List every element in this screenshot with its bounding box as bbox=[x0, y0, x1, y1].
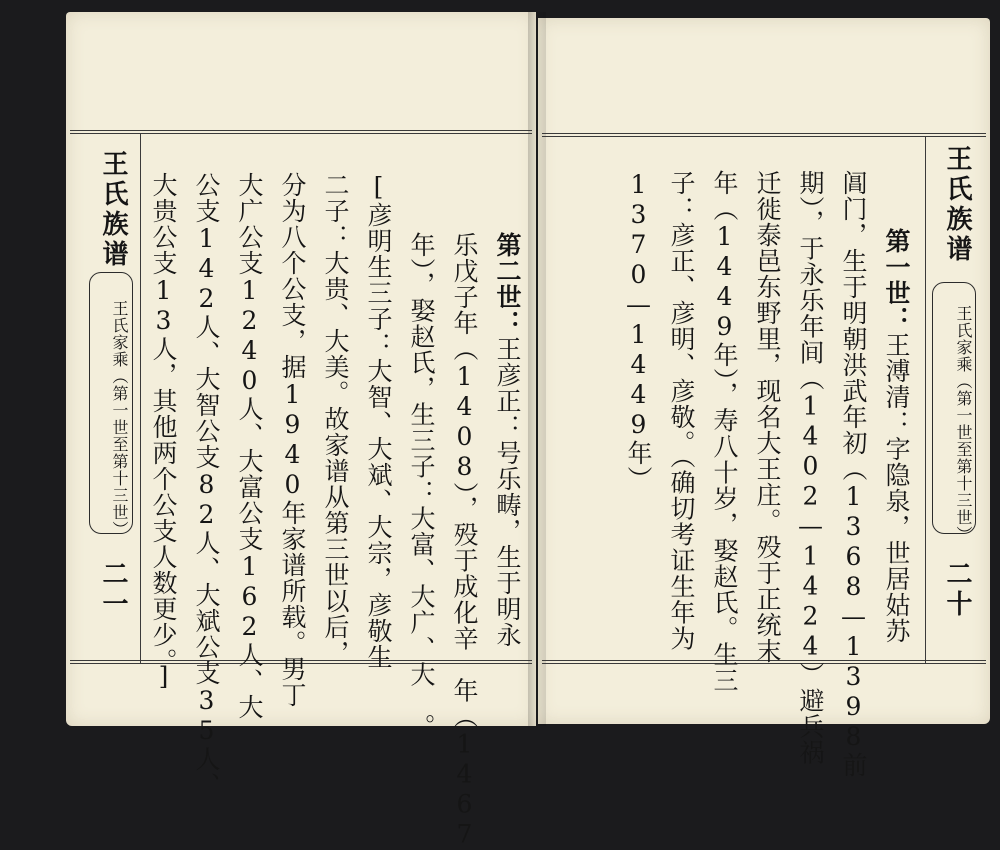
right-col-1 bbox=[875, 228, 917, 644]
left-book-title: 王氏族谱 bbox=[98, 150, 128, 270]
left-section-label: 王氏家乘（第一世至第十三世） bbox=[110, 300, 129, 538]
left-col-1-head: 第二世： bbox=[493, 232, 522, 336]
right-section-label: 王氏家乘（第一世至第十三世） bbox=[954, 305, 973, 543]
right-col-4: 迁徙泰邑东野里，现名大王庄。殁于正统末 bbox=[753, 170, 782, 664]
right-page-number: 二十 bbox=[942, 560, 972, 620]
left-col-9: 大贵公支13人，其他两个公支人数更少。] bbox=[149, 172, 178, 692]
right-col-6: 子：彦正、彦明、彦敬。（确切考证生年为 bbox=[667, 170, 696, 652]
left-col-8: 公支142人、大智公支82人、大斌公支35人、 bbox=[192, 172, 221, 798]
right-top-rule-2 bbox=[542, 136, 986, 137]
right-col-2: 阊门，生于明朝洪武年初（1368—1398前 bbox=[839, 170, 868, 778]
left-col-2: 乐戊子年（1408），殁于成化辛 年（1467 bbox=[450, 232, 479, 850]
right-col-1-head: 第一世： bbox=[882, 228, 911, 332]
right-col-1-text: 王溥清：字隐泉，世居姑苏 bbox=[882, 332, 911, 644]
left-col-7: 大广公支1240人、大富公支162人、大 bbox=[235, 172, 264, 720]
left-col-4: [彦明生三子：大智、大斌、大宗，彦敬生 bbox=[364, 172, 393, 670]
left-col-3: 年），娶赵氏，生三子：大富、大广、大 。 bbox=[407, 232, 436, 740]
left-top-rule bbox=[70, 130, 532, 131]
right-col-7: 1370—1449年） bbox=[624, 170, 653, 492]
left-col-5: 二子：大贵、大美。故家谱从第三世以后， bbox=[321, 172, 350, 666]
left-col-6: 分为八个公支，据1940年家谱所载。男丁 bbox=[278, 172, 307, 708]
left-margin-rule bbox=[140, 133, 141, 663]
left-col-1-text: 王彦正：号乐畴，生于明永 bbox=[493, 336, 522, 648]
right-book-title: 王氏族谱 bbox=[942, 145, 972, 265]
right-col-3: 期），于永乐年间（1402—1424）避兵祸 bbox=[796, 170, 825, 766]
left-col-1 bbox=[486, 232, 528, 648]
left-page-number: 二一 bbox=[98, 560, 128, 620]
book-gutter bbox=[528, 12, 546, 726]
right-col-5: 年（1449年），寿八十岁，娶赵氏。生三 bbox=[710, 170, 739, 694]
right-top-rule bbox=[542, 133, 986, 134]
right-margin-rule bbox=[925, 136, 926, 663]
